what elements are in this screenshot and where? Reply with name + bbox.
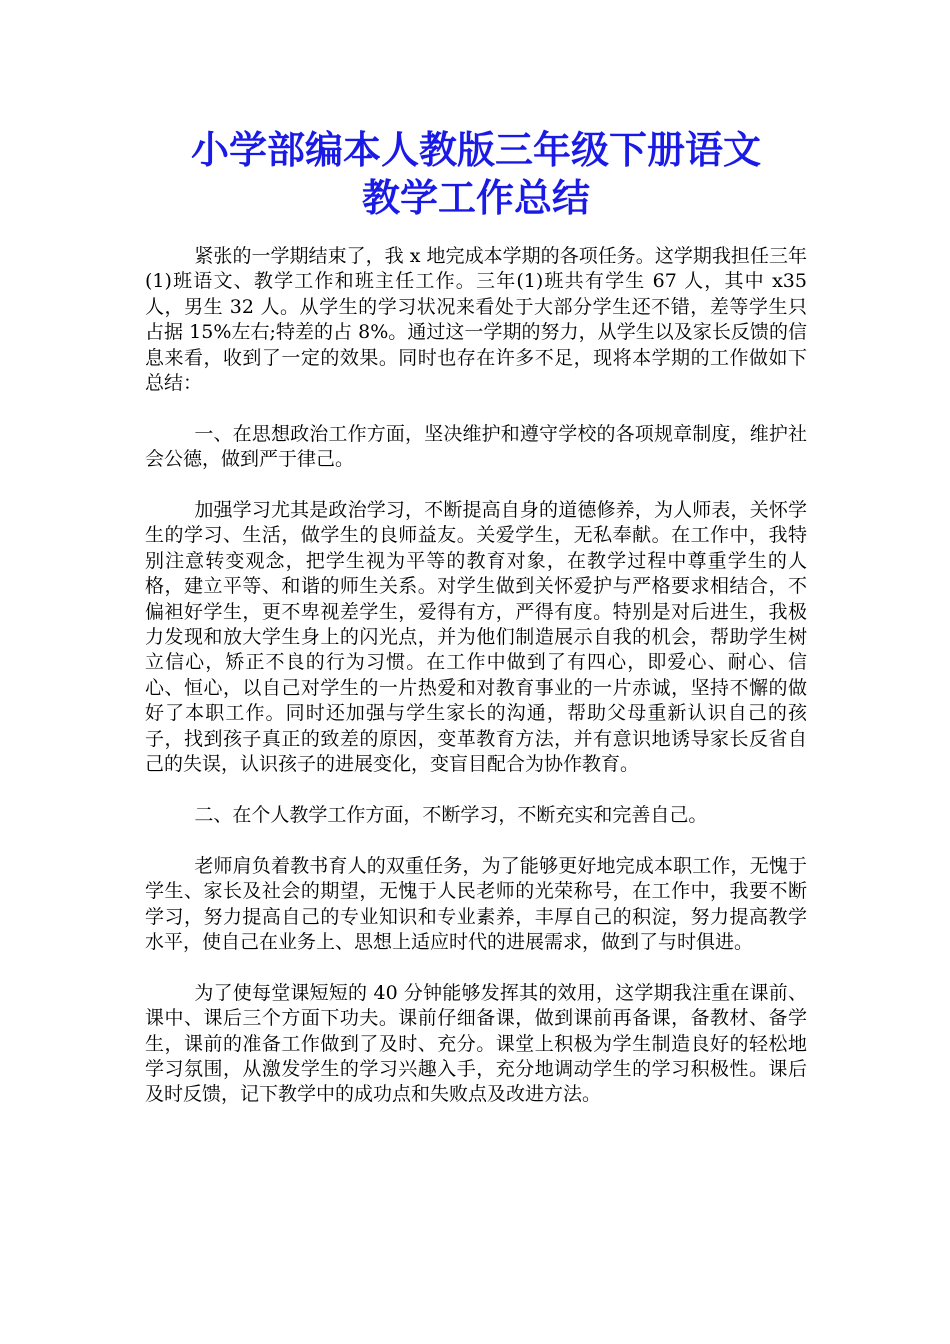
paragraph-section-1-heading: 一、在思想政治工作方面，坚决维护和遵守学校的各项规章制度，维护社会公德，做到严于律己。 bbox=[145, 422, 807, 471]
paragraph-intro: 紧张的一学期结束了，我 x 地完成本学期的各项任务。这学期我担任三年(1)班语文、教学工作和班主任工作。三年(1)班共有学生 67 人，其中 x35 人，男生 32 人。从学生的学习状况来看处于大部分学生还不错，差等学生只占据 15%左右;特差的占 8%。通过这一学期的努力，从学生以及家长反馈的信息来看，收到了一定的效果。同时也存在许多不足，现将本学期的工作做如下总结： bbox=[145, 245, 807, 395]
document-title bbox=[145, 126, 807, 222]
title-line-2: 教学工作总结 bbox=[361, 175, 590, 220]
paragraph-lesson-preparation: 为了使每堂课短短的 40 分钟能够发挥其的效用，这学期我注重在课前、课中、课后三个方面下功夫。课前仔细备课，做到课前再备课，备教材、备学生，课前的准备工作做到了及时、充分。课堂上积极为学生制造良好的轻松地学习氛围，从激发学生的学习兴趣入手，充分地调动学生的学习积极性。课后及时反馈，记下教学中的成功点和失败点及改进方法。 bbox=[145, 981, 807, 1106]
title-line-1: 小学部编本人教版三年级下册语文 bbox=[190, 127, 761, 172]
document-body bbox=[145, 244, 807, 1108]
document-page bbox=[145, 126, 807, 1133]
paragraph-teacher-duty: 老师肩负着教书育人的双重任务，为了能够更好地完成本职工作，无愧于学生、家长及社会的期望，无愧于人民老师的光荣称号，在工作中，我要不断学习，努力提高自己的专业知识和专业素养，丰厚自己的积淀，努力提高教学水平，使自己在业务上、思想上适应时代的进展需求，做到了与时俱进。 bbox=[145, 854, 807, 953]
paragraph-political-study: 加强学习尤其是政治学习，不断提高自身的道德修养，为人师表，关怀学生的学习、生活，做学生的良师益友。关爱学生，无私奉献。在工作中，我特别注意转变观念，把学生视为平等的教育对象，在教学过程中尊重学生的人格，建立平等、和谐的师生关系。对学生做到关怀爱护与严格要求相结合，不偏袒好学生，更不卑视差学生，爱得有方，严得有度。特别是对后进生，我极力发现和放大学生身上的闪光点，并为他们制造展示自我的机会，帮助学生树立信心，矫正不良的行为习惯。在工作中做到了有四心，即爱心、耐心、信心、恒心，以自己对学生的一片热爱和对教育事业的一片赤诚，坚持不懈的做好了本职工作。同时还加强与学生家长的沟通，帮助父母重新认识自己的孩子，找到孩子真正的致差的原因，变革教育方法，并有意识地诱导家长反省自己的失误，认识孩子的进展变化，变盲目配合为协作教育。 bbox=[145, 499, 807, 776]
paragraph-section-2-heading: 二、在个人教学工作方面，不断学习，不断充实和完善自己。 bbox=[194, 803, 708, 826]
